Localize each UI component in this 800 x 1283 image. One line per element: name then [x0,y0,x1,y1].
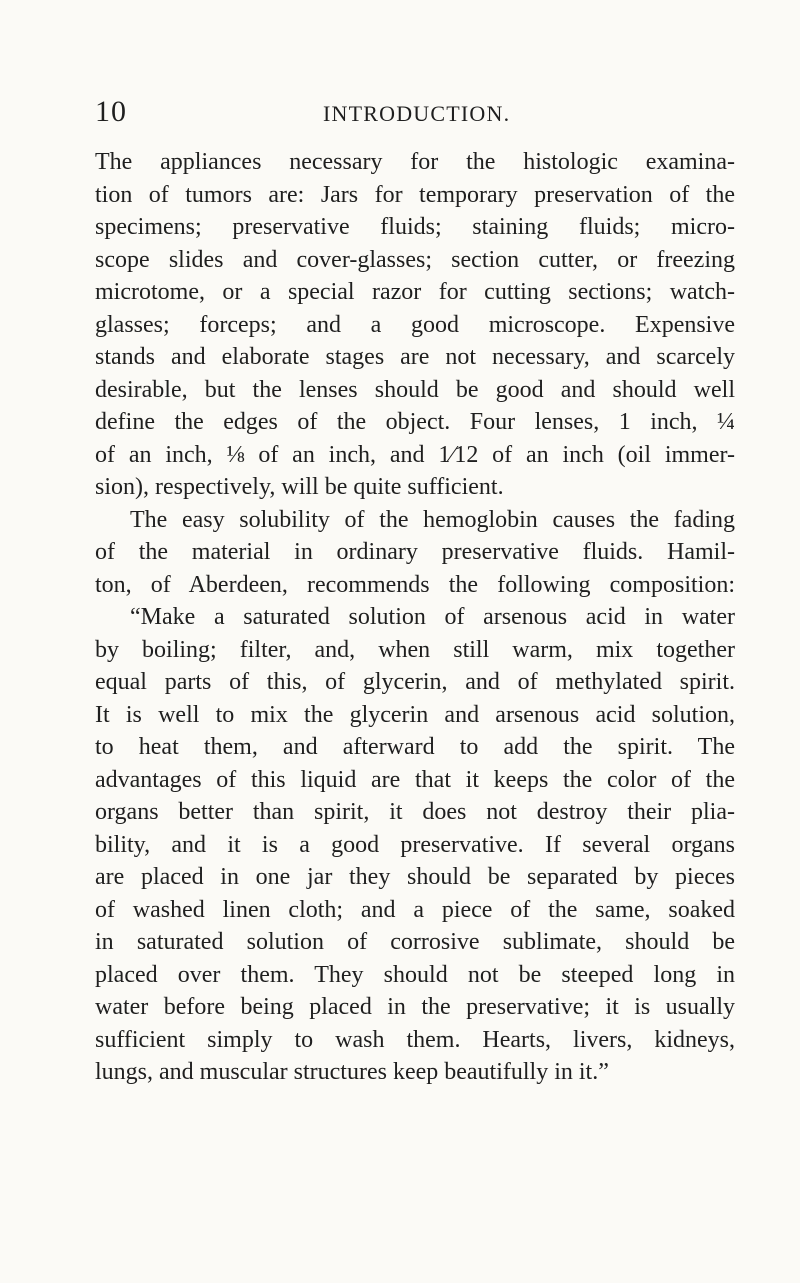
running-title: INTRODUCTION. [323,101,511,126]
text-line: of washed linen cloth; and a piece of the same, soaked [95,896,735,923]
text-line: organs better than spirit, it does not destroy their plia- [95,799,735,825]
text-line: bility, and it is a good preservative. If several organs [95,831,735,858]
text-line: are placed in one jar they should be separated by pieces [95,864,735,890]
text-line: “Make a saturated solution of arsenous acid in water [130,604,735,630]
text-line: lungs, and muscular structures keep beautifully in it.” [95,1059,609,1085]
text-line: to heat them, and afterward to add the spirit. The [95,734,735,760]
text-line: equal parts of this, of glycerin, and of methylated spirit. [95,669,735,695]
text-line: advantages of this liquid are that it keeps the color of the [95,766,735,793]
text-line: in saturated solution of corrosive sublimate, should be [95,929,735,955]
text-line: sion), respectively, will be quite sufficient. [95,474,504,500]
text-line: ton, of Aberdeen, recommends the following composition: [95,571,735,598]
text-line: placed over them. They should not be steeped long in [95,961,735,988]
text-line: glasses; forceps; and a good microscope. Expensive [95,311,735,338]
body-text [95,146,735,1089]
text-line: tion of tumors are: Jars for temporary preservation of the [95,181,735,208]
page-number: 10 [95,95,127,128]
page-header [95,95,735,135]
text-line: specimens; preservative fluids; staining fluids; micro- [95,214,735,240]
text-line: by boiling; filter, and, when still warm, mix together [95,636,735,663]
text-line: desirable, but the lenses should be good and should well [95,376,735,403]
text-line: of the material in ordinary preservative fluids. Hamil- [95,539,735,565]
text-line: scope slides and cover-glasses; section cutter, or freezing [95,246,735,273]
text-line: of an inch, ⅛ of an inch, and 1⁄12 of an inch (oil immer- [95,441,735,468]
text-line: stands and elaborate stages are not necessary, and scarcely [95,344,735,370]
text-line: The appliances necessary for the histologic examina- [95,149,735,175]
text-line: microtome, or a special razor for cutting sections; watch- [95,279,735,305]
text-line: sufficient simply to wash them. Hearts, livers, kidneys, [95,1026,735,1053]
text-line: define the edges of the object. Four lenses, 1 inch, ¼ [95,409,735,435]
text-line: It is well to mix the glycerin and arsenous acid solution, [95,701,735,728]
text-line: The easy solubility of the hemoglobin causes the fading [130,506,735,533]
text-line: water before being placed in the preservative; it is usually [95,994,735,1020]
